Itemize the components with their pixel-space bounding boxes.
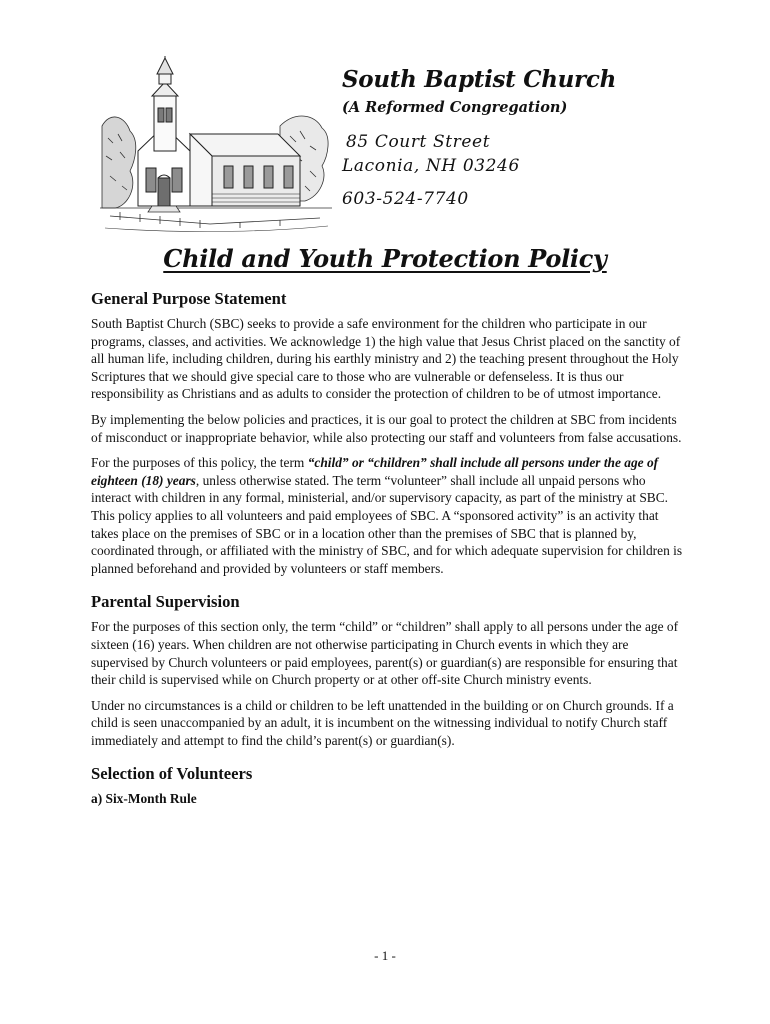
- general-paragraph-3: [91, 454, 683, 577]
- general-purpose-heading: General Purpose Statement: [91, 289, 287, 308]
- parental-paragraph-1: For the purposes of this section only, the term “child” or “children” shall apply to all persons under the age of sixteen (16) years. When children are not otherwise participating in Church events in which they are supervised by Church volunteers or paid employees, parent(s) or guardian(s) are responsible for ensuring that their child is supervised while on Church property or at other off-site Church ministry events.: [91, 619, 679, 688]
- general-paragraph-2: By implementing the below policies and practices, it is our goal to protect the children at SBC from incidents of misconduct or inappropriate behavior, while also protecting our staff and volunteers from false accusations.: [91, 411, 682, 445]
- parental-supervision-heading: Parental Supervision: [91, 592, 240, 612]
- six-month-rule-subheading: a) Six-Month Rule: [91, 791, 197, 807]
- phone-number: 603-524-7740: [342, 189, 469, 209]
- definition-lead: For the purposes of this policy, the term: [91, 455, 308, 471]
- address-street: 85 Court Street: [346, 132, 491, 152]
- address-city: Laconia, NH 03246: [342, 156, 520, 176]
- selection-volunteers-heading: Selection of Volunteers: [91, 764, 253, 784]
- policy-title: Child and Youth Protection Policy: [163, 244, 607, 273]
- definition-rest: , unless otherwise stated. The term “volunteer” shall include all unpaid persons who interact with children in any formal, ministerial, and/or supervisory capacity, as part of the ministry at SBC. This policy applies to all volunteers and paid employees of SBC. A “sponsored activity” is an activity that takes place on the premises of SBC or in a location other than the premises of SBC that is planned by, coordinated through, or affiliated with the ministry of SBC, and for which adequate supervision for children is planned beforehand and provided by volunteers or staff members.: [91, 472, 683, 576]
- church-illustration: [100, 56, 332, 238]
- definition-child-emphasis: “child” or “children” shall include all persons under the age of eighteen (18) years: [91, 455, 659, 488]
- parental-paragraph-2: Under no circumstances is a child or children to be left unattended in the building or on Church grounds. If a child is seen unaccompanied by an adult, it is incumbent on the witnessing individual to notify Church staff immediately and attempt to find the child’s parent(s) or guardian(s).: [91, 697, 674, 748]
- church-subtitle: (A Reformed Congregation): [342, 99, 568, 116]
- page-number: - 1 -: [374, 948, 396, 963]
- general-paragraph-1: South Baptist Church (SBC) seeks to provide a safe environment for the children who participate in our programs, classes, and activities. We acknowledge 1) the high value that Jesus Christ placed on the sanctity of all human life, including children, during his earthly ministry and 2) the teaching present throughout the Holy Scriptures that we should give special care to those who are vulnerable or defenseless. It is thus our responsibility as Christians and as adults to consider the protection of children to be of utmost importance.: [91, 316, 681, 402]
- document-body: [91, 288, 683, 808]
- church-name: South Baptist Church: [342, 66, 616, 93]
